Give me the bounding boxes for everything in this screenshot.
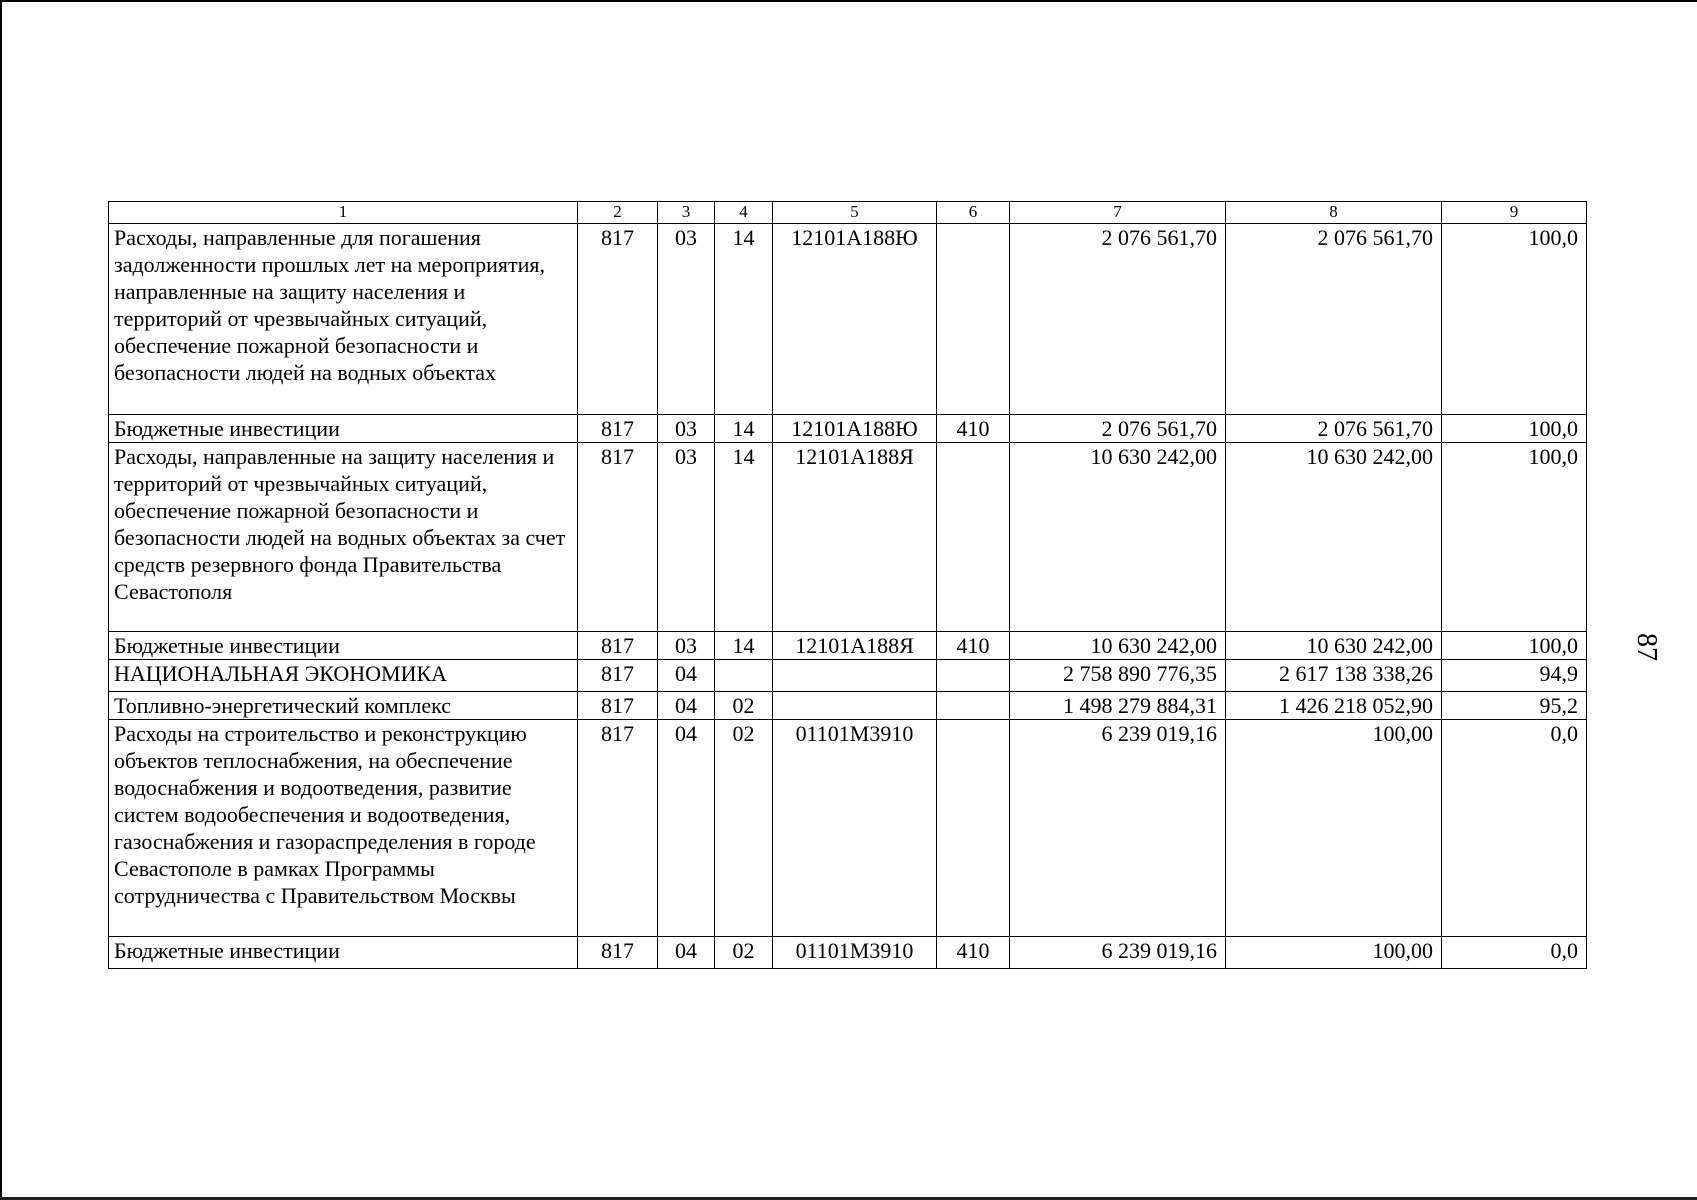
subsection-code-cell: 02 [715,720,773,937]
table-row [109,692,1587,720]
row-name-cell: Расходы на строительство и реконструкцию объектов теплоснабжения, на обеспечение водоснабжения и водоотведения, развитие систем водообеспечения и водоотведения, газоснабжения и газораспределения в городе Севастополе в рамках Программы сотрудничества с Правительством Москвы [109,720,578,937]
header-cell: 4 [715,202,773,224]
executed-amount-cell: 2 076 561,70 [1226,224,1442,415]
admin-code-cell: 817 [578,632,658,660]
table-row [109,224,1587,415]
executed-amount-cell: 100,00 [1226,937,1442,969]
admin-code-cell: 817 [578,720,658,937]
table-row [109,415,1587,443]
planned-amount-cell: 6 239 019,16 [1010,720,1226,937]
planned-amount-cell: 2 076 561,70 [1010,224,1226,415]
target-code-cell [773,692,937,720]
admin-code-cell: 817 [578,692,658,720]
subsection-code-cell: 14 [715,415,773,443]
expense-type-cell: 410 [937,937,1010,969]
table-header-row [109,202,1587,224]
section-code-cell: 03 [658,224,715,415]
target-code-cell: 01101М3910 [773,937,937,969]
expense-type-cell [937,692,1010,720]
row-name-cell: Бюджетные инвестиции [109,632,578,660]
table-row [109,632,1587,660]
scan-border-top [0,0,1697,2]
header-cell: 2 [578,202,658,224]
target-code-cell: 12101А188Я [773,443,937,632]
execution-percent-cell: 0,0 [1442,937,1587,969]
section-code-cell: 04 [658,660,715,692]
executed-amount-cell: 2 617 138 338,26 [1226,660,1442,692]
target-code-cell: 12101А188Ю [773,224,937,415]
executed-amount-cell: 1 426 218 052,90 [1226,692,1442,720]
expense-type-cell [937,720,1010,937]
target-code-cell [773,660,937,692]
table-row [109,720,1587,937]
header-cell: 8 [1226,202,1442,224]
row-name-cell: НАЦИОНАЛЬНАЯ ЭКОНОМИКА [109,660,578,692]
planned-amount-cell: 1 498 279 884,31 [1010,692,1226,720]
row-name-cell: Топливно-энергетический комплекс [109,692,578,720]
executed-amount-cell: 10 630 242,00 [1226,443,1442,632]
table-row [109,937,1587,969]
execution-percent-cell: 94,9 [1442,660,1587,692]
expense-type-cell [937,660,1010,692]
expense-type-cell: 410 [937,632,1010,660]
row-name-cell: Расходы, направленные на защиту населения и территорий от чрезвычайных ситуаций, обеспечение пожарной безопасности и безопасности людей на водных объектах за счет средств резервного фонда Правительства Севастополя [109,443,578,632]
section-code-cell: 03 [658,415,715,443]
header-cell: 7 [1010,202,1226,224]
expense-type-cell: 410 [937,415,1010,443]
section-code-cell: 04 [658,937,715,969]
header-cell: 5 [773,202,937,224]
admin-code-cell: 817 [578,415,658,443]
subsection-code-cell: 14 [715,443,773,632]
execution-percent-cell: 100,0 [1442,443,1587,632]
admin-code-cell: 817 [578,443,658,632]
table-row [109,660,1587,692]
execution-percent-cell: 0,0 [1442,720,1587,937]
subsection-code-cell [715,660,773,692]
page-number: 87 [1631,633,1662,661]
planned-amount-cell: 10 630 242,00 [1010,632,1226,660]
subsection-code-cell: 14 [715,224,773,415]
header-cell: 1 [109,202,578,224]
header-cell: 9 [1442,202,1587,224]
header-cell: 6 [937,202,1010,224]
target-code-cell: 12101А188Я [773,632,937,660]
subsection-code-cell: 14 [715,632,773,660]
expense-type-cell [937,443,1010,632]
executed-amount-cell: 2 076 561,70 [1226,415,1442,443]
planned-amount-cell: 6 239 019,16 [1010,937,1226,969]
admin-code-cell: 817 [578,660,658,692]
section-code-cell: 04 [658,720,715,937]
scan-border-left [0,0,2,1200]
expense-type-cell [937,224,1010,415]
admin-code-cell: 817 [578,224,658,415]
table-row [109,443,1587,632]
execution-percent-cell: 95,2 [1442,692,1587,720]
subsection-code-cell: 02 [715,692,773,720]
section-code-cell: 03 [658,443,715,632]
section-code-cell: 03 [658,632,715,660]
executed-amount-cell: 10 630 242,00 [1226,632,1442,660]
section-code-cell: 04 [658,692,715,720]
execution-percent-cell: 100,0 [1442,224,1587,415]
subsection-code-cell: 02 [715,937,773,969]
target-code-cell: 12101А188Ю [773,415,937,443]
row-name-cell: Расходы, направленные для погашения задолженности прошлых лет на мероприятия, направленные на защиту населения и территорий от чрезвычайных ситуаций, обеспечение пожарной безопасности и безопасности людей на водных объектах [109,224,578,415]
planned-amount-cell: 10 630 242,00 [1010,443,1226,632]
execution-percent-cell: 100,0 [1442,632,1587,660]
header-cell: 3 [658,202,715,224]
row-name-cell: Бюджетные инвестиции [109,937,578,969]
executed-amount-cell: 100,00 [1226,720,1442,937]
planned-amount-cell: 2 758 890 776,35 [1010,660,1226,692]
planned-amount-cell: 2 076 561,70 [1010,415,1226,443]
budget-execution-table [108,201,1587,969]
row-name-cell: Бюджетные инвестиции [109,415,578,443]
execution-percent-cell: 100,0 [1442,415,1587,443]
admin-code-cell: 817 [578,937,658,969]
target-code-cell: 01101М3910 [773,720,937,937]
